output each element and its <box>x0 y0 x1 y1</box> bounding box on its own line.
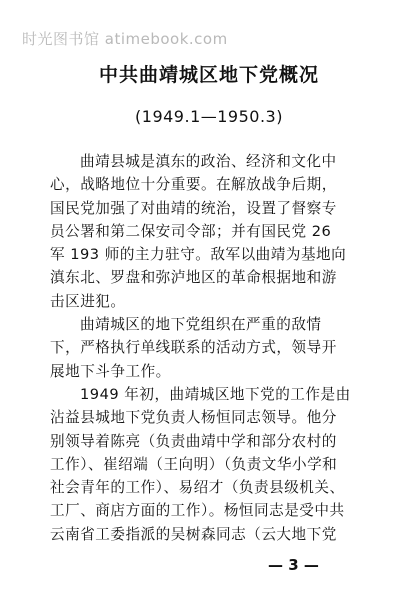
text-line: 展地下斗争工作。 <box>50 362 171 380</box>
text-line: 员公署和第二保安司令部；并有国民党 26 <box>50 222 332 240</box>
text-line: 工作）、崔绍端（王向明）（负责文华小学和 <box>50 455 338 473</box>
watermark-text: 时光图书馆 atimebook.com <box>22 30 228 48</box>
text-line: 国民党加强了对曲靖的统治，设置了督察专 <box>50 199 337 217</box>
body-text <box>50 150 385 546</box>
text-line: 社会青年的工作）、易绍才（负责县级机关、 <box>50 479 345 497</box>
text-line: 下，严格执行单线联系的活动方式，领导开 <box>50 339 337 357</box>
text-line: 别领导着陈亮（负责曲靖中学和部分农村的 <box>50 432 337 450</box>
text-line: 军 193 师的主力驻守。敌军以曲靖为基地向 <box>50 246 347 264</box>
page-title: 中共曲靖城区地下党概况 <box>98 64 319 86</box>
page-number: — 3 — <box>268 556 319 574</box>
text-line: 1949 年初，曲靖城区地下党的工作是由 <box>80 385 351 403</box>
text-line: 云南省工委指派的吴树森同志（云大地下党 <box>50 525 337 543</box>
text-line: 心，战略地位十分重要。在解放战争后期， <box>50 176 337 194</box>
text-line: 曲靖县城是滇东的政治、经济和文化中 <box>80 153 337 170</box>
text-line: 曲靖城区的地下党组织在严重的敌情 <box>80 316 322 334</box>
text-line: 击区进犯。 <box>50 292 126 310</box>
text-line: 沾益县城地下党负责人杨恒同志领导。他分 <box>50 409 337 427</box>
date-range-subtitle: (1949.1—1950.3) <box>135 107 283 126</box>
text-line: 工厂、商店方面的工作）。杨恒同志是受中共 <box>50 502 345 520</box>
text-line: 滇东北、罗盘和弥泸地区的革命根据地和游 <box>50 269 337 287</box>
